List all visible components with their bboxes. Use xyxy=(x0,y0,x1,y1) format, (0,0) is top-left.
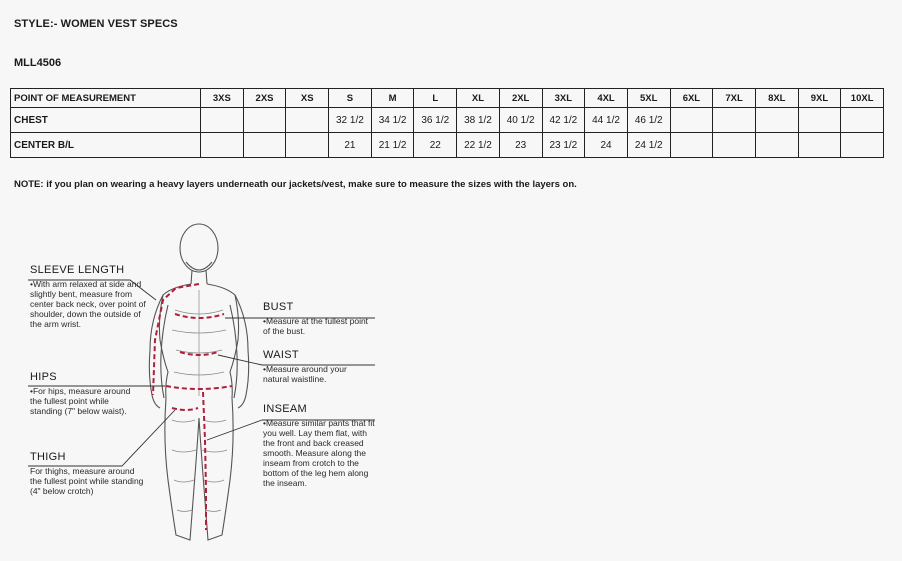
hips-title: HIPS xyxy=(30,371,57,383)
table-cell: 23 xyxy=(499,133,542,158)
sleeve-length-title: SLEEVE LENGTH xyxy=(30,264,125,276)
table-cell: 23 1/2 xyxy=(542,133,585,158)
waist-title: WAIST xyxy=(263,349,299,361)
thigh-guide xyxy=(30,452,148,496)
size-header-2xs: 2XS xyxy=(243,89,286,108)
table-cell: 32 1/2 xyxy=(329,108,372,133)
size-header-7xl: 7XL xyxy=(713,89,756,108)
bust-guide xyxy=(263,302,375,336)
size-header-2xl: 2XL xyxy=(499,89,542,108)
size-header-10xl: 10XL xyxy=(841,89,884,108)
size-header-l: L xyxy=(414,89,457,108)
style-code: MLL4506 xyxy=(14,57,62,69)
table-cell: 21 xyxy=(329,133,372,158)
table-cell: 44 1/2 xyxy=(585,108,628,133)
inseam-guide xyxy=(263,404,381,488)
size-header-6xl: 6XL xyxy=(670,89,713,108)
waist-guide xyxy=(263,350,375,384)
size-header-s: S xyxy=(329,89,372,108)
inseam-title: INSEAM xyxy=(263,403,307,415)
table-cell: 38 1/2 xyxy=(457,108,500,133)
hips-text: • For hips, measure around the fullest point while standing (7" below waist). xyxy=(30,386,140,416)
table-cell: 24 1/2 xyxy=(627,133,670,158)
table-cell: 24 xyxy=(585,133,628,158)
table-cell: 34 1/2 xyxy=(371,108,414,133)
hips-guide xyxy=(30,372,140,416)
bust-text: • Measure at the fullest point of the bust. xyxy=(263,316,375,336)
size-header-3xl: 3XL xyxy=(542,89,585,108)
table-cell: 40 1/2 xyxy=(499,108,542,133)
thigh-text: For thighs, measure around the fullest point while standing (4" below crotch) xyxy=(30,466,144,496)
size-header-8xl: 8XL xyxy=(755,89,798,108)
size-header-xl: XL xyxy=(457,89,500,108)
bust-title: BUST xyxy=(263,301,294,313)
table-cell: 46 1/2 xyxy=(627,108,670,133)
table-cell: 36 1/2 xyxy=(414,108,457,133)
size-header-m: M xyxy=(371,89,414,108)
sleeve-length-text: • With arm relaxed at side and slightly bent, measure from center back neck, over point of shoulder, down the outside of the arm wrist. xyxy=(30,279,152,329)
size-header-9xl: 9XL xyxy=(798,89,841,108)
size-header-5xl: 5XL xyxy=(627,89,670,108)
pom-header: POINT OF MEASUREMENT xyxy=(11,89,201,108)
table-cell: 22 xyxy=(414,133,457,158)
thigh-line xyxy=(172,408,198,410)
thigh-title: THIGH xyxy=(30,451,66,463)
size-header-3xs: 3XS xyxy=(201,89,244,108)
inseam-text: • Measure similar pants that fit you well. Lay them flat, with the front and back creased smooth. Measure along the inseam from crotch to the bottom of the leg hem along the inseam. xyxy=(263,418,381,488)
table-cell: 21 1/2 xyxy=(371,133,414,158)
row-label: CHEST xyxy=(11,108,201,133)
table-cell: 22 1/2 xyxy=(457,133,500,158)
row-label: CENTER B/L xyxy=(11,133,201,158)
bust-line xyxy=(175,314,224,318)
style-title: STYLE:- WOMEN VEST SPECS xyxy=(14,18,178,30)
layering-note: NOTE: if you plan on wearing a heavy layers underneath our jackets/vest, make sure to measure the sizes with the layers on. xyxy=(14,179,577,190)
table-cell: 42 1/2 xyxy=(542,108,585,133)
sleeve-length-guide xyxy=(30,265,152,329)
body-outline xyxy=(149,224,248,540)
waist-text: • Measure around your natural waistline. xyxy=(263,364,375,384)
size-header-xs: XS xyxy=(286,89,329,108)
size-header-4xl: 4XL xyxy=(585,89,628,108)
